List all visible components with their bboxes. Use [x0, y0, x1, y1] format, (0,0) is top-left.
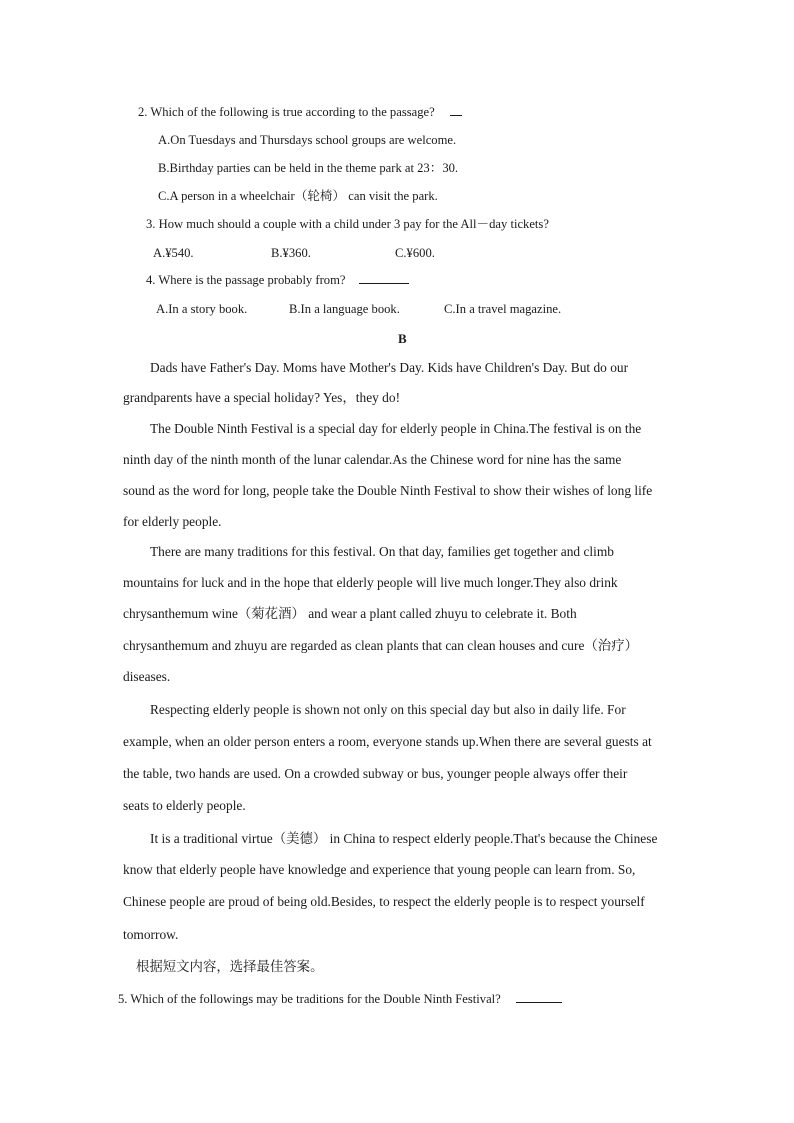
- question-4-text: 4. Where is the passage probably from?: [146, 273, 346, 287]
- question-2: [138, 103, 462, 121]
- q4-option-c: C.In a travel magazine.: [444, 302, 562, 316]
- passage-line: chrysanthemum and zhuyu are regarded as clean plants that can clean houses and cure（治疗）: [123, 638, 638, 653]
- passage-line: Respecting elderly people is shown not only on this special day but also in daily life. For: [150, 702, 626, 717]
- passage-line: seats to elderly people.: [123, 798, 246, 813]
- passage-line: Chinese people are proud of being old.Besides, to respect the elderly people is to respect yourself: [123, 894, 645, 909]
- passage-line: ninth day of the ninth month of the lunar calendar.As the Chinese word for nine has the same: [123, 452, 622, 467]
- passage-line: grandparents have a special holiday? Yes，they do!: [123, 390, 401, 405]
- passage-line: Dads have Father's Day. Moms have Mother's Day. Kids have Children's Day. But do our: [150, 360, 629, 375]
- passage-line: for elderly people.: [123, 514, 222, 529]
- q4-option-a: A.In a story book.: [156, 302, 248, 316]
- passage-line: sound as the word for long, people take the Double Ninth Festival to show their wishes of long life: [123, 483, 653, 498]
- passage-line: The Double Ninth Festival is a special day for elderly people in China.The festival is on the: [150, 421, 642, 436]
- question-3: 3. How much should a couple with a child under 3 pay for the All－day tickets?: [146, 217, 549, 231]
- passage-line: There are many traditions for this festival. On that day, families get together and climb: [150, 544, 614, 559]
- question-5: [118, 990, 562, 1008]
- q2-option-c: C.A person in a wheelchair（轮椅） can visit the park.: [158, 189, 438, 203]
- passage-line: It is a traditional virtue（美德） in China to respect elderly people.That's because the Chinese: [150, 831, 658, 846]
- answer-blank: [450, 103, 462, 116]
- q3-option-b: B.¥360.: [271, 246, 311, 260]
- section-b-title: B: [398, 331, 407, 346]
- question-4: [146, 271, 409, 289]
- passage-line: the table, two hands are used. On a crowded subway or bus, younger people always offer their: [123, 766, 628, 781]
- passage-line: example, when an older person enters a room, everyone stands up.When there are several guests at: [123, 734, 652, 749]
- passage-line: diseases.: [123, 669, 171, 684]
- answer-blank: [516, 990, 562, 1003]
- passage-line: tomorrow.: [123, 927, 179, 942]
- q3-option-c: C.¥600.: [395, 246, 435, 260]
- question-2-text: 2. Which of the following is true according to the passage?: [138, 105, 435, 119]
- q3-option-a: A.¥540.: [153, 246, 194, 260]
- q2-option-b: B.Birthday parties can be held in the theme park at 23：30.: [158, 161, 459, 175]
- answer-blank: [359, 271, 409, 284]
- passage-line: chrysanthemum wine（菊花酒） and wear a plant called zhuyu to celebrate it. Both: [123, 606, 577, 621]
- question-5-text: 5. Which of the followings may be traditions for the Double Ninth Festival?: [118, 992, 501, 1006]
- passage-line: mountains for luck and in the hope that elderly people will live much longer.They also drink: [123, 575, 618, 590]
- q4-option-b: B.In a language book.: [289, 302, 400, 316]
- q2-option-a: A.On Tuesdays and Thursdays school groups are welcome.: [158, 133, 457, 147]
- passage-line: know that elderly people have knowledge and experience that young people can learn from. So,: [123, 862, 636, 877]
- instruction-text: 根据短文内容，选择最佳答案。: [136, 959, 324, 974]
